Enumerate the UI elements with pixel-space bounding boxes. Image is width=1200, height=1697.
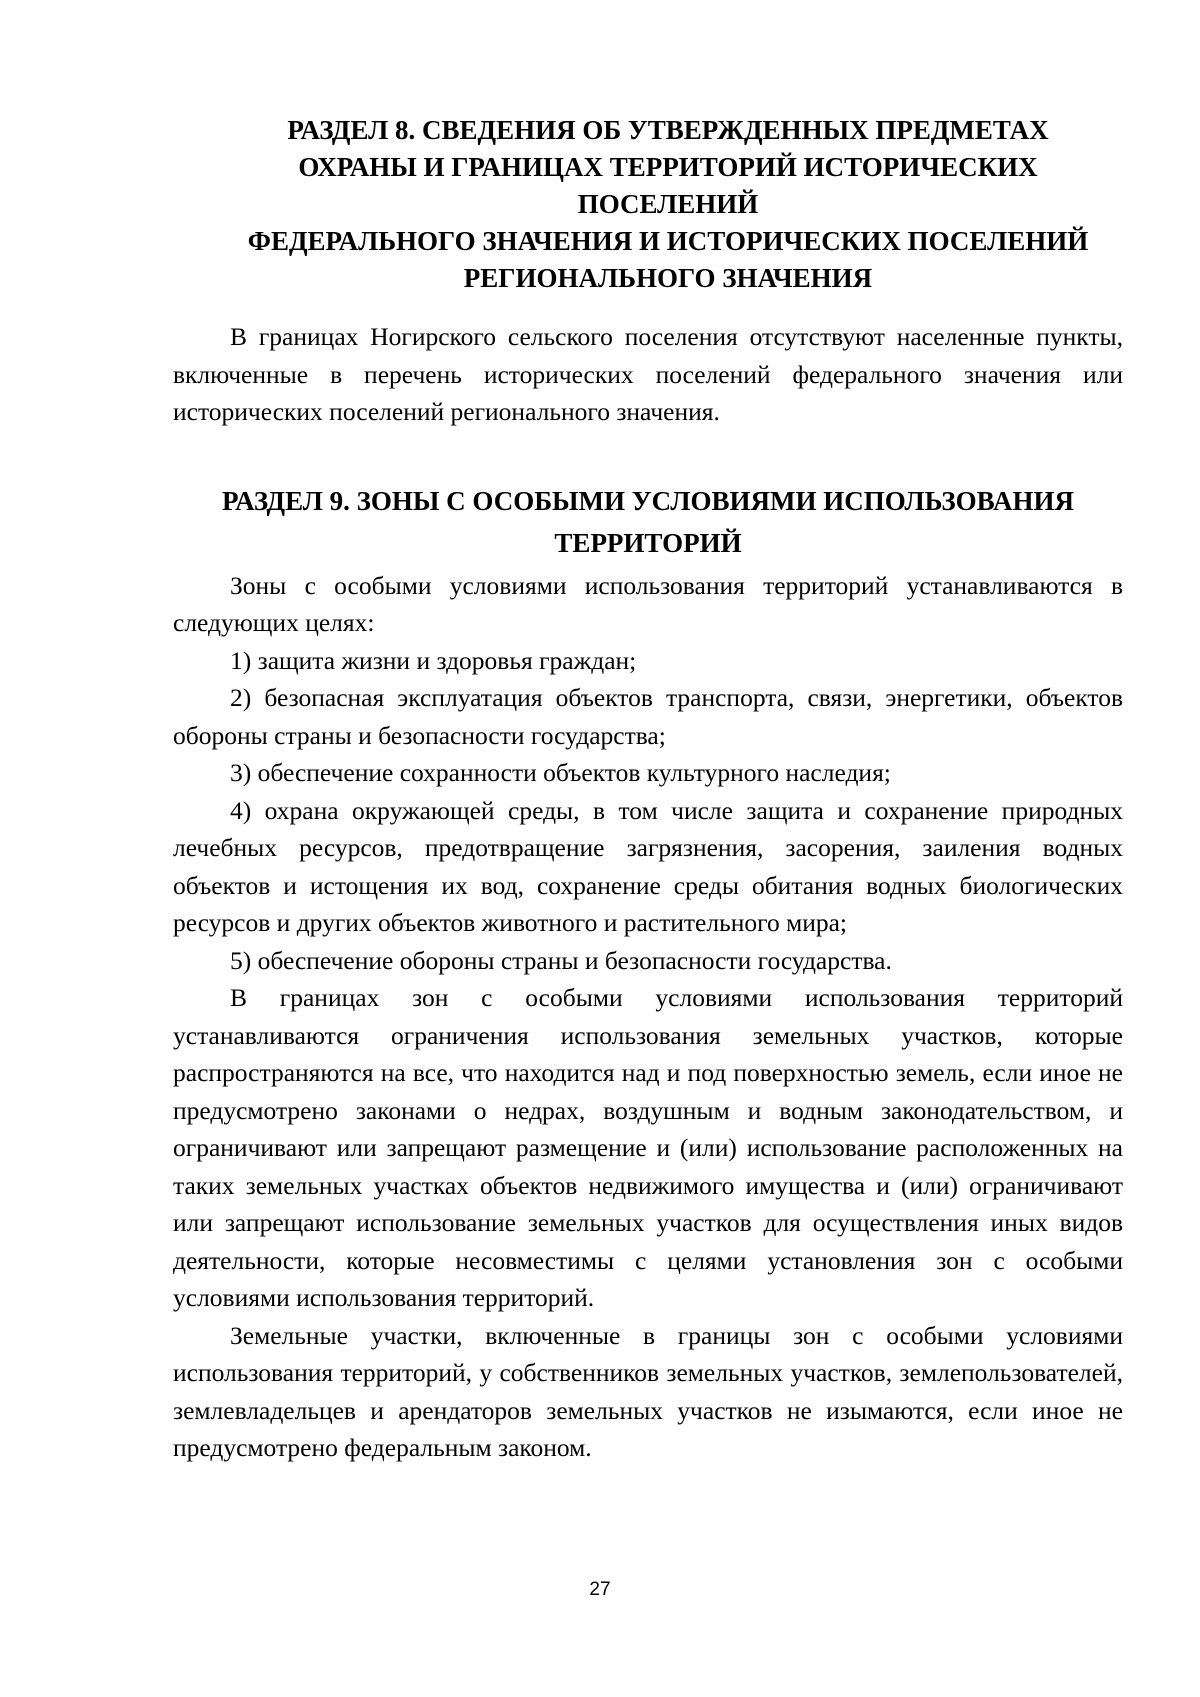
section-8-title-line: РАЗДЕЛ 8. СВЕДЕНИЯ ОБ УТВЕРЖДЕННЫХ ПРЕДМЕТАХ [287,115,1049,145]
section-8-title [173,112,1123,297]
section-8-paragraph: В границах Ногирского сельского поселения отсутствуют населенные пункты, включенные в перечень исторических поселений федерального значения или исторических поселений регионального значения. [173,322,1123,426]
section-8-title-line: РЕГИОНАЛЬНОГО ЗНАЧЕНИЯ [463,263,873,293]
purpose-list-item: 2) безопасная эксплуатация объектов транспорта, связи, энергетики, объектов обороны страны и безопасности государства; [173,683,1123,750]
section-9-title-line: ТЕРРИТОРИЙ [554,527,742,558]
section-8-title-line: ОХРАНЫ И ГРАНИЦАХ ТЕРРИТОРИЙ ИСТОРИЧЕСКИХ ПОСЕЛЕНИЙ [298,152,1038,219]
land-plots-paragraph: Земельные участки, включенные в границы зон с особыми условиями использования территорий, у собственников земельных участков, землепользователей, землевладельцев и арендаторов земельных участков не изымаются, если иное не предусмотрено федеральным законом. [173,1320,1123,1462]
restrictions-paragraph: В границах зон с особыми условиями использования территорий устанавливаются ограничения использования земельных участков, которые распространяются на все, что находится над и под поверхностью земель, если иное не предусмотрено законами о недрах, воздушным и водным законодательством, и ограничивают или запрещают размещение и (или) использование расположенных на таких земельных участках объектов недвижимого имущества и (или) ограничивают или запрещают использование земельных участков для осуществления иных видов деятельности, которые несовместимы с целями установления зон с особыми условиями использования территорий. [173,983,1123,1312]
purpose-list-item: 3) обеспечение сохранности объектов культурного наследия; [230,758,891,787]
purpose-list-item: 4) охрана окружающей среды, в том числе защита и сохранение природных лечебных ресурсов, предотвращение загрязнения, засорения, заиления водных объектов и истощения их вод, сохранение среды обитания водных биологических ресурсов и других объектов животного и растительного мира; [173,795,1123,937]
purpose-list-item: 5) обеспечение обороны страны и безопасности государства. [230,945,892,975]
section-9-intro: Зоны с особыми условиями использования территорий устанавливаются в следующих целях: [173,570,1123,637]
section-9-title [173,480,1123,564]
purpose-list-item: 1) защита жизни и здоровья граждан; [230,645,637,675]
section-9-title-line: РАЗДЕЛ 9. ЗОНЫ С ОСОБЫМИ УСЛОВИЯМИ ИСПОЛЬЗОВАНИЯ [222,485,1074,516]
document-page [173,112,1123,1467]
section-8-title-line: ФЕДЕРАЛЬНОГО ЗНАЧЕНИЯ И ИСТОРИЧЕСКИХ ПОСЕЛЕНИЙ [247,226,1089,256]
page-number: 27 [589,1579,611,1600]
